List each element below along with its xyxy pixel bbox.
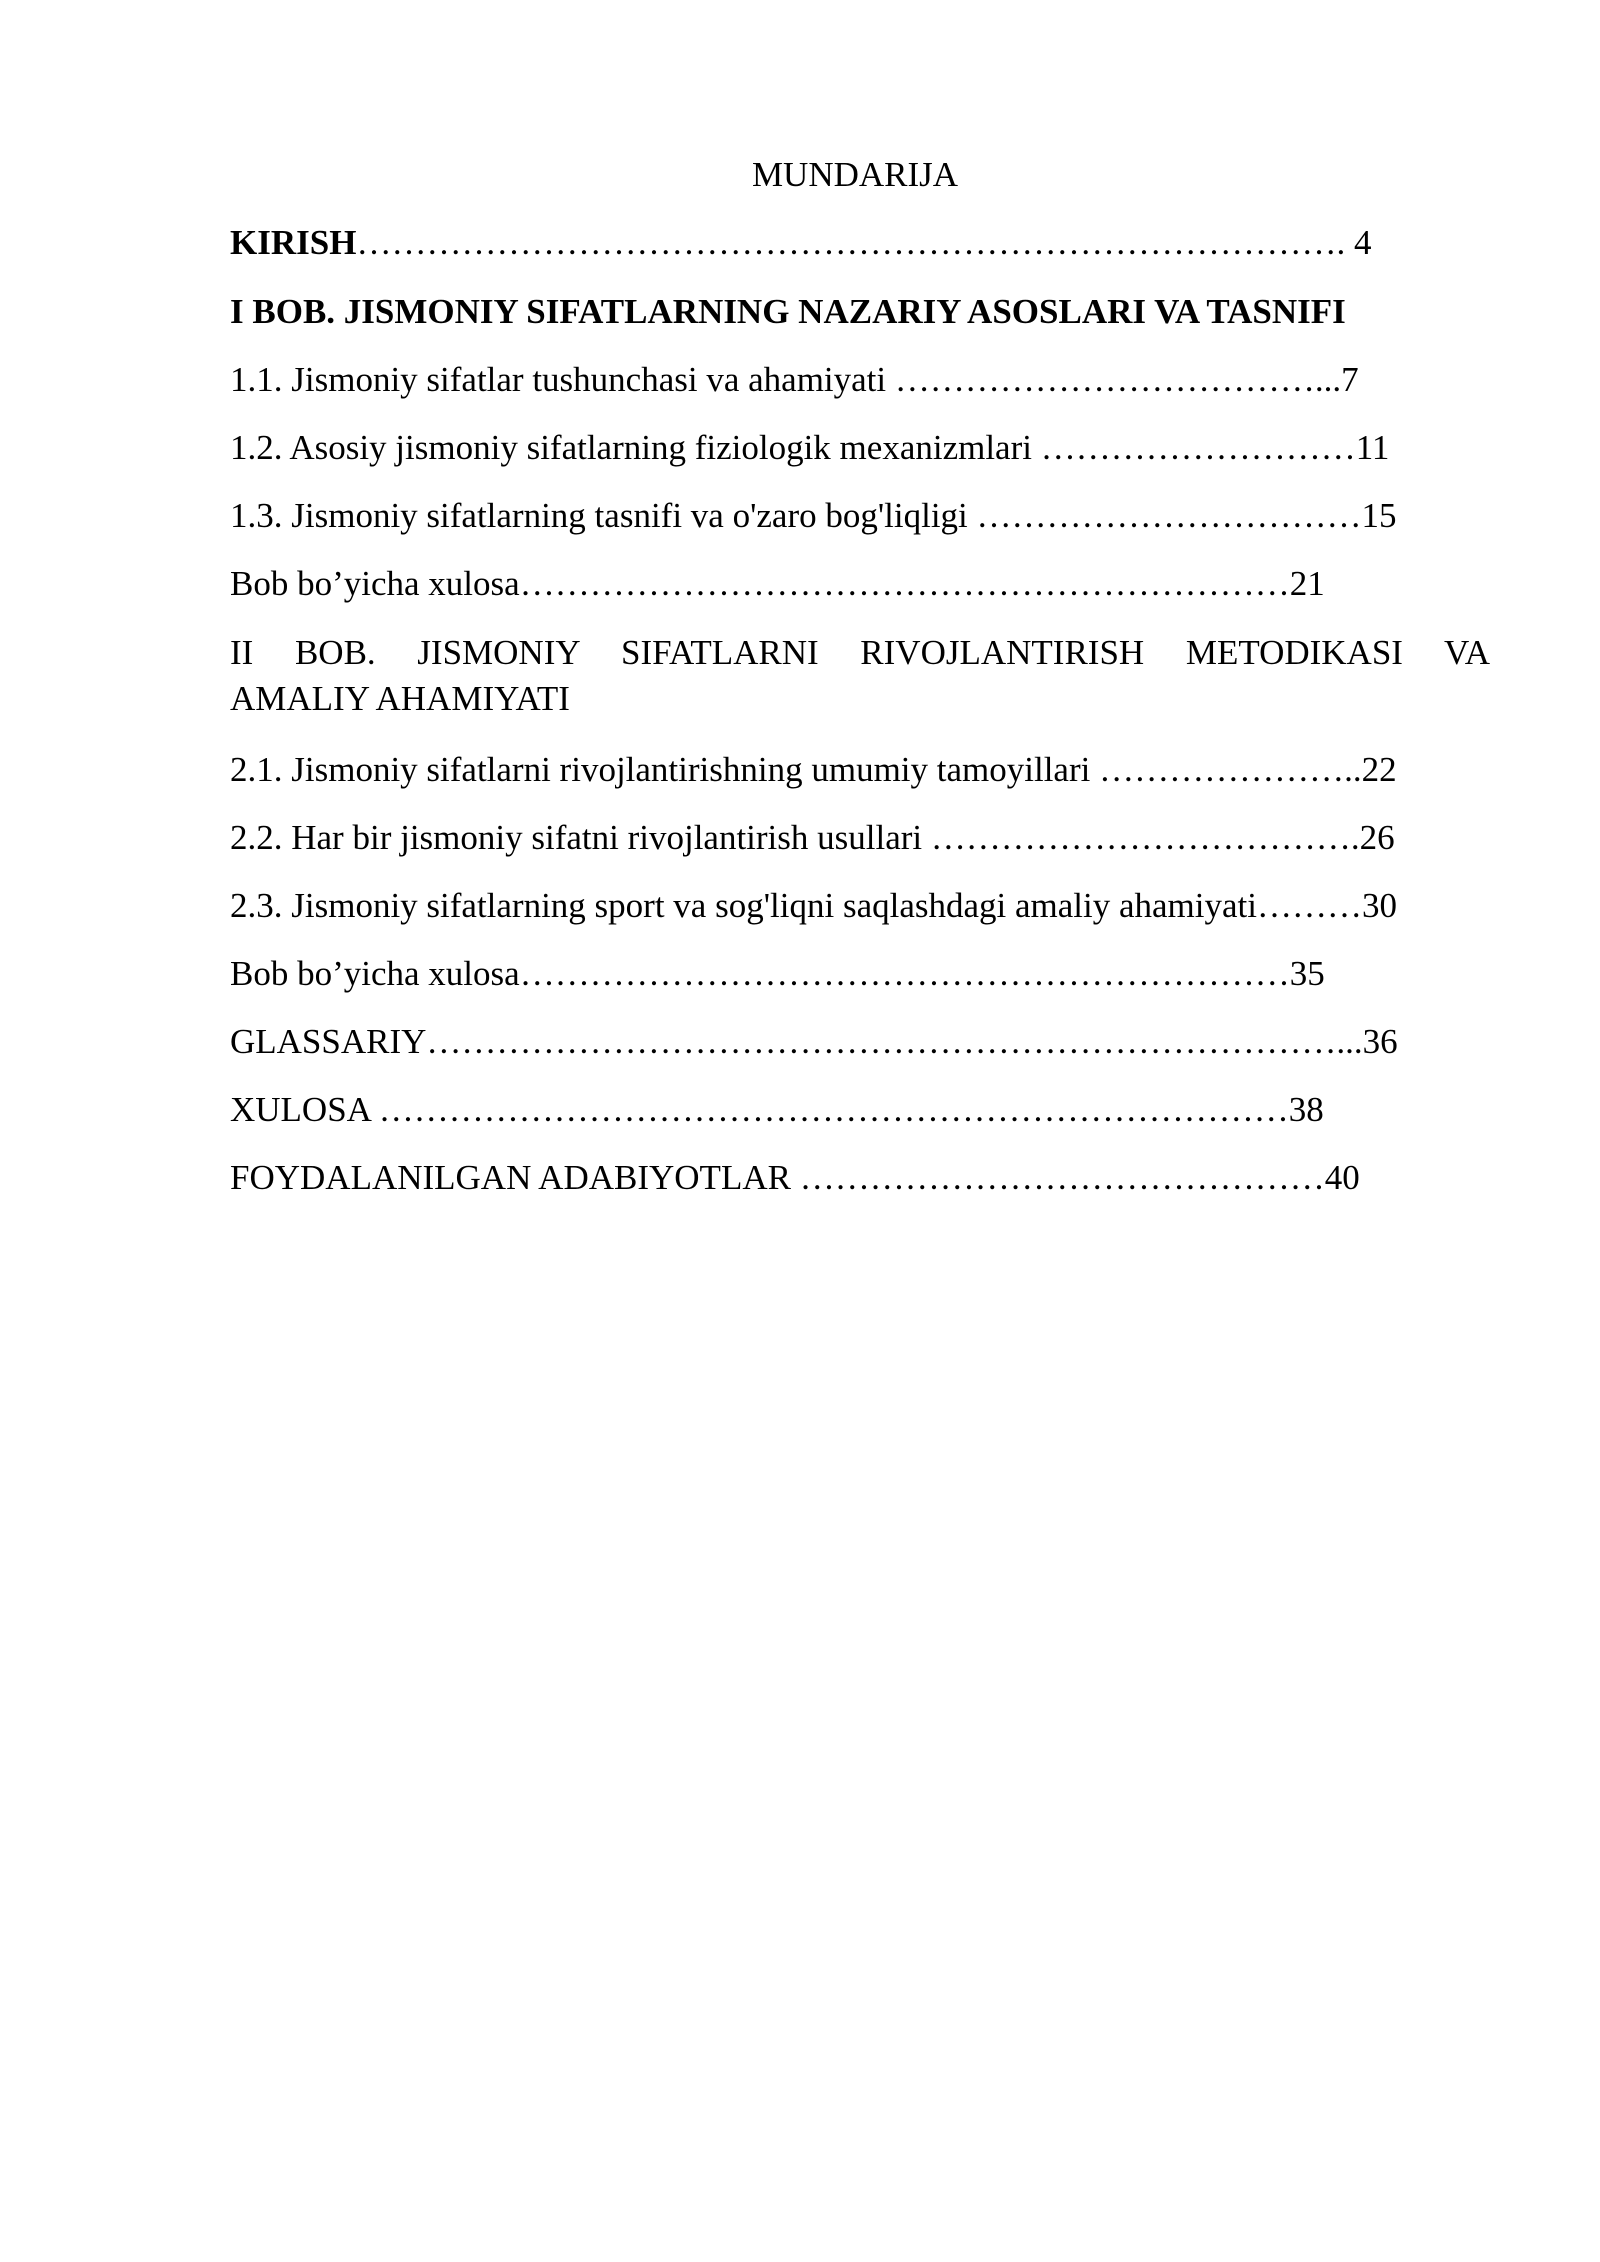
toc-chapter-2-heading: [230, 630, 1490, 722]
toc-entry-label: 2.2. Har bir jismoniy sifatni rivojlantirish usullari: [230, 818, 931, 857]
toc-page-number: 30: [1361, 886, 1397, 925]
toc-entry-label: I BOB. JISMONIY SIFATLARNING NAZARIY ASOSLARI VA TASNIFI: [230, 292, 1346, 331]
toc-leader: ……………………………………………………………………: [378, 1090, 1289, 1129]
toc-page-number: 35: [1289, 954, 1325, 993]
toc-entry-label: Bob bo’yicha xulosa: [230, 954, 520, 993]
toc-entry-2-3: [230, 881, 1490, 931]
toc-entry-2-2: [230, 813, 1490, 863]
toc-leader: ………………………………………………………………………….: [356, 223, 1346, 262]
toc-page-number: .7: [1332, 360, 1359, 399]
toc-entry-kirish: [230, 218, 1490, 268]
toc-entry-conclusion: [230, 1085, 1490, 1135]
toc-page-number: 21: [1289, 564, 1325, 603]
toc-page-number: 26: [1359, 818, 1395, 857]
toc-entry-label: 1.2. Asosiy jismoniy sifatlarning fiziologik mexanizmlari: [230, 428, 1041, 467]
toc-page-number: 15: [1361, 496, 1397, 535]
toc-leader: ………: [1256, 886, 1362, 925]
toc-leader: ……………………………: [976, 496, 1362, 535]
toc-leader: ……………………………….: [930, 818, 1360, 857]
toc-entry-1-2: [230, 423, 1490, 473]
toc-page-number: 22: [1361, 750, 1397, 789]
toc-entry-glossary: [230, 1017, 1490, 1067]
toc-entry-1-1: [230, 355, 1490, 405]
toc-entry-chapter-2-summary: [230, 949, 1490, 999]
toc-entry-label: 1.3. Jismoniy sifatlarning tasnifi va o'zaro bog'liqligi: [230, 496, 977, 535]
toc-leader: …………………………………………………………: [519, 564, 1290, 603]
toc-chapter-1-heading: [230, 287, 1490, 337]
toc-chapter-2-heading-line2: AMALIY AHAMIYATI: [230, 679, 570, 718]
toc-leader: ………………………: [1040, 428, 1356, 467]
toc-page-number: .36: [1353, 1022, 1398, 1061]
toc-chapter-2-heading-line1: II BOB. JISMONIY SIFATLARNI RIVOJLANTIRISH METODIKASI VA: [230, 633, 1490, 672]
page-title: MUNDARIJA: [751, 155, 959, 194]
toc-page-number: 40: [1324, 1158, 1360, 1197]
toc-entry-2-1: [230, 745, 1490, 795]
toc-leader: ………………………………..: [894, 360, 1333, 399]
toc-entry-1-3: [230, 491, 1490, 541]
toc-page-number: 4: [1345, 223, 1372, 262]
toc-leader: ………………………………………: [799, 1158, 1325, 1197]
toc-entry-label: 2.3. Jismoniy sifatlarning sport va sog'liqni saqlashdagi amaliy ahamiyati: [230, 886, 1257, 925]
toc-entry-label: FOYDALANILGAN ADABIYOTLAR: [230, 1158, 800, 1197]
toc-leader: ……………………………………………………………………..: [426, 1022, 1354, 1061]
toc-entry-label: KIRISH: [230, 223, 357, 262]
toc-entry-label: 1.1. Jismoniy sifatlar tushunchasi va ahamiyati: [230, 360, 895, 399]
toc-entry-chapter-1-summary: [230, 559, 1490, 609]
toc-page-number: 38: [1288, 1090, 1324, 1129]
toc-entry-label: XULOSA: [230, 1090, 379, 1129]
toc-entry-references: [230, 1153, 1490, 1203]
toc-entry-label: 2.1. Jismoniy sifatlarni rivojlantirishning umumiy tamoyillari: [230, 750, 1100, 789]
toc-entry-label: GLASSARIY: [230, 1022, 427, 1061]
toc-leader: …………………………………………………………: [519, 954, 1290, 993]
toc-page-number: 11: [1355, 428, 1390, 467]
toc-leader: …………………..: [1099, 750, 1362, 789]
toc-entry-label: Bob bo’yicha xulosa: [230, 564, 520, 603]
